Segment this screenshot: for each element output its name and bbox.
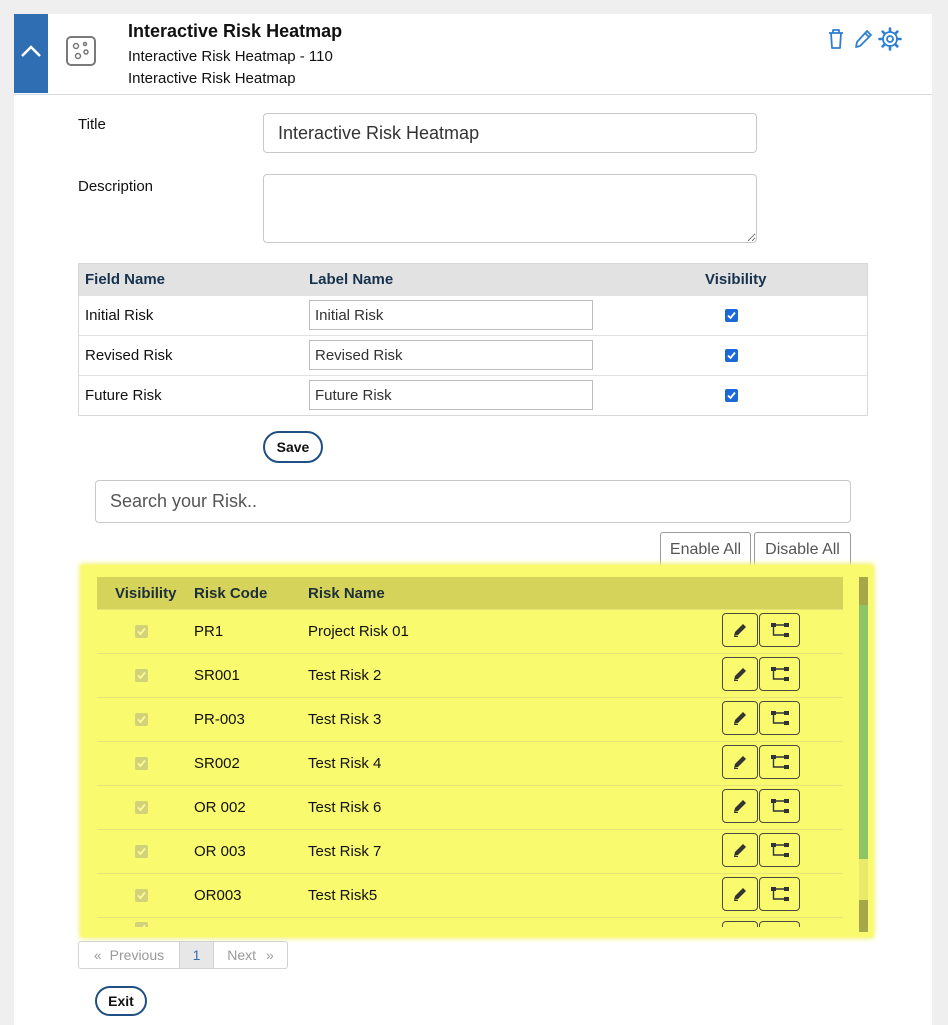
widget-header: [14, 14, 932, 95]
header-risk-name: Risk Name: [308, 584, 385, 602]
risk-name: Test Risk 3: [308, 711, 382, 728]
risk-table: [97, 577, 843, 927]
collapse-button[interactable]: [14, 14, 48, 93]
edit-risk-button[interactable]: [722, 921, 758, 927]
risk-code: OR 003: [194, 843, 246, 860]
risk-code: SR002: [194, 755, 240, 772]
table-header: [79, 264, 867, 295]
label-name-input[interactable]: [309, 340, 593, 370]
visibility-checkbox[interactable]: [135, 742, 148, 785]
table-row: [97, 697, 843, 741]
previous-label: Previous: [109, 947, 165, 963]
table-row: [97, 917, 843, 927]
checkmark-icon: [135, 625, 148, 638]
header-label-name: Label Name: [309, 271, 394, 288]
label-name-input[interactable]: [309, 380, 593, 410]
widget-subtitle: Interactive Risk Heatmap - 110: [128, 48, 333, 65]
visibility-checkbox[interactable]: [135, 918, 148, 927]
widget-description: Interactive Risk Heatmap: [128, 70, 296, 87]
checkmark-icon: [135, 757, 148, 770]
pencil-icon: [732, 622, 748, 638]
field-name: Initial Risk: [85, 307, 154, 324]
risk-name: Test Risk 2: [308, 667, 382, 684]
checkmark-icon: [135, 889, 148, 902]
scrollbar-top: [859, 577, 868, 605]
risk-code: SR001: [194, 667, 240, 684]
chevron-up-icon: [20, 44, 42, 63]
hierarchy-button[interactable]: [759, 613, 800, 647]
hierarchy-button[interactable]: [759, 921, 800, 927]
edit-risk-button[interactable]: [722, 701, 758, 735]
table-header: [97, 577, 843, 609]
next-label: Next: [227, 947, 256, 963]
risk-name: Test Risk 6: [308, 799, 382, 816]
hierarchy-button[interactable]: [759, 877, 800, 911]
description-label: Description: [78, 178, 154, 195]
edit-risk-button[interactable]: [722, 877, 758, 911]
table-row: [97, 873, 843, 917]
risk-code: OR 002: [194, 799, 246, 816]
table-row: [97, 741, 843, 785]
checkmark-icon: [135, 845, 148, 858]
hierarchy-icon: [769, 621, 791, 639]
hierarchy-button[interactable]: [759, 657, 800, 691]
trash-icon[interactable]: [825, 27, 847, 51]
hierarchy-button[interactable]: [759, 833, 800, 867]
field-name: Future Risk: [85, 387, 162, 404]
bubble-chart-icon: [66, 36, 96, 66]
table-row: [97, 785, 843, 829]
pencil-icon: [732, 754, 748, 770]
pencil-icon: [732, 886, 748, 902]
checkmark-icon: [725, 389, 738, 402]
checkmark-icon: [725, 309, 738, 322]
pencil-icon[interactable]: [851, 27, 873, 51]
field-name: Revised Risk: [85, 347, 173, 364]
checkmark-icon: [135, 669, 148, 682]
header-field-name: Field Name: [85, 271, 166, 288]
scrollbar-thumb[interactable]: [859, 605, 868, 859]
pencil-icon: [732, 798, 748, 814]
disable-all-button[interactable]: Disable All: [754, 532, 851, 567]
pencil-icon: [732, 842, 748, 858]
visibility-checkbox[interactable]: [725, 376, 738, 415]
table-row: [97, 609, 843, 653]
risk-name: Project Risk 01: [308, 623, 409, 640]
double-chevron-right-icon: »: [266, 947, 274, 963]
table-row: [79, 295, 867, 335]
hierarchy-button[interactable]: [759, 745, 800, 779]
visibility-checkbox[interactable]: [725, 336, 738, 375]
visibility-checkbox[interactable]: [135, 698, 148, 741]
risk-code: OR003: [194, 887, 242, 904]
risk-name: Test Risk 7: [308, 843, 382, 860]
field-visibility-table: [78, 263, 868, 416]
search-risk-input[interactable]: [95, 480, 851, 523]
header-risk-code: Risk Code: [194, 584, 268, 602]
save-button[interactable]: Save: [263, 431, 323, 463]
enable-all-button[interactable]: Enable All: [660, 532, 751, 567]
hierarchy-icon: [769, 709, 791, 727]
label-name-input[interactable]: [309, 300, 593, 330]
header-visibility: Visibility: [115, 584, 177, 602]
next-page-button[interactable]: [214, 942, 287, 968]
scrollbar-bottom: [859, 900, 868, 932]
title-input[interactable]: [263, 113, 757, 153]
edit-risk-button[interactable]: [722, 657, 758, 691]
risk-name: Test Risk5: [308, 887, 378, 904]
previous-page-button[interactable]: [79, 942, 179, 968]
risk-table-scrollbar[interactable]: [859, 577, 868, 932]
checkmark-icon: [135, 801, 148, 814]
edit-risk-button[interactable]: [722, 613, 758, 647]
visibility-checkbox[interactable]: [135, 874, 148, 917]
hierarchy-button[interactable]: [759, 701, 800, 735]
table-row: [97, 653, 843, 697]
edit-risk-button[interactable]: [722, 833, 758, 867]
pencil-icon: [732, 666, 748, 682]
checkmark-icon: [135, 922, 148, 928]
table-row: [79, 335, 867, 375]
hierarchy-button[interactable]: [759, 789, 800, 823]
table-row: [97, 829, 843, 873]
hierarchy-icon: [769, 753, 791, 771]
header-toolbar: [825, 26, 903, 52]
pencil-icon: [732, 710, 748, 726]
hierarchy-icon: [769, 797, 791, 815]
visibility-checkbox[interactable]: [135, 610, 148, 653]
hierarchy-icon: [769, 841, 791, 859]
visibility-checkbox[interactable]: [135, 786, 148, 829]
edit-risk-button[interactable]: [722, 745, 758, 779]
double-chevron-left-icon: «: [93, 947, 102, 963]
hierarchy-icon: [769, 665, 791, 683]
risk-name: Test Risk 4: [308, 755, 382, 772]
checkmark-icon: [725, 349, 738, 362]
page-1-button[interactable]: 1: [179, 942, 214, 968]
exit-button[interactable]: Exit: [95, 986, 147, 1016]
table-row: [79, 375, 867, 415]
risk-table-highlight: [81, 565, 873, 937]
widget-panel: [14, 14, 932, 1025]
description-textarea[interactable]: [263, 174, 757, 243]
gear-icon[interactable]: [877, 26, 903, 52]
visibility-checkbox[interactable]: [135, 830, 148, 873]
widget-title: Interactive Risk Heatmap: [128, 21, 343, 41]
header-visibility: Visibility: [705, 271, 767, 288]
checkmark-icon: [135, 713, 148, 726]
risk-code: PR-003: [194, 711, 245, 728]
title-label: Title: [78, 116, 106, 133]
pagination: [78, 941, 288, 969]
hierarchy-icon: [769, 885, 791, 903]
visibility-checkbox[interactable]: [135, 654, 148, 697]
visibility-checkbox[interactable]: [725, 296, 738, 335]
risk-code: PR1: [194, 623, 224, 640]
edit-risk-button[interactable]: [722, 789, 758, 823]
